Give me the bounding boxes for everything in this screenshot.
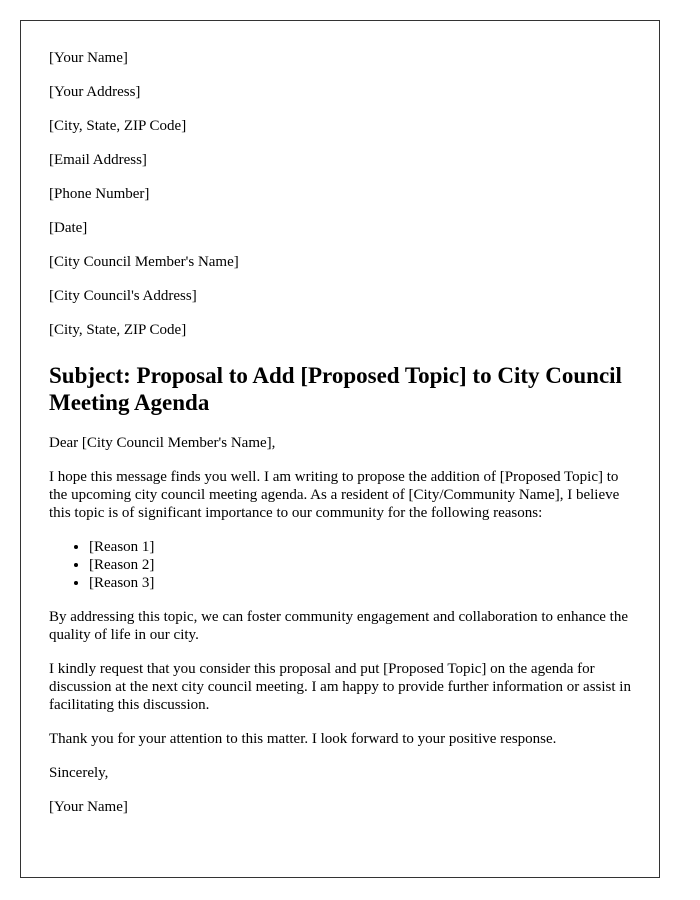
benefit-paragraph: By addressing this topic, we can foster community engagement and collaboration to enhance the quality of life in our city. [49, 609, 628, 643]
thanks-paragraph: Thank you for your attention to this matter. I look forward to your positive response. [49, 731, 557, 747]
sender-phone: [Phone Number] [49, 186, 150, 202]
salutation: Dear [City Council Member's Name], [49, 435, 276, 451]
intro-paragraph: I hope this message finds you well. I am writing to propose the addition of [Proposed Topic] to the upcoming city council meeting agenda. As a resident of [City/Community Name], I believe this topic is of significant importance to our community for the following reasons: [49, 469, 620, 521]
letter-document [20, 20, 660, 878]
recipient-city-state-zip: [City, State, ZIP Code] [49, 322, 187, 338]
recipient-address: [City Council's Address] [49, 288, 197, 304]
closing: Sincerely, [49, 765, 109, 781]
sender-name: [Your Name] [49, 50, 128, 66]
letter-date: [Date] [49, 220, 88, 236]
sender-address: [Your Address] [49, 84, 141, 100]
reason-item: • [Reason 2] [89, 556, 631, 574]
signature: [Your Name] [49, 799, 128, 815]
sender-city-state-zip: [City, State, ZIP Code] [49, 118, 187, 134]
sender-email: [Email Address] [49, 152, 147, 168]
reasons-list [49, 538, 631, 592]
recipient-name: [City Council Member's Name] [49, 254, 239, 270]
request-paragraph: I kindly request that you consider this proposal and put [Proposed Topic] on the agenda for discussion at the next city council meeting. I am happy to provide further information or assist in facilitating this discussion. [49, 661, 631, 713]
reason-item: • [Reason 1] [89, 538, 631, 556]
subject-heading: Subject: Proposal to Add [Proposed Topic] to City Council Meeting Agenda [49, 363, 622, 415]
reason-item: • [Reason 3] [89, 574, 631, 592]
